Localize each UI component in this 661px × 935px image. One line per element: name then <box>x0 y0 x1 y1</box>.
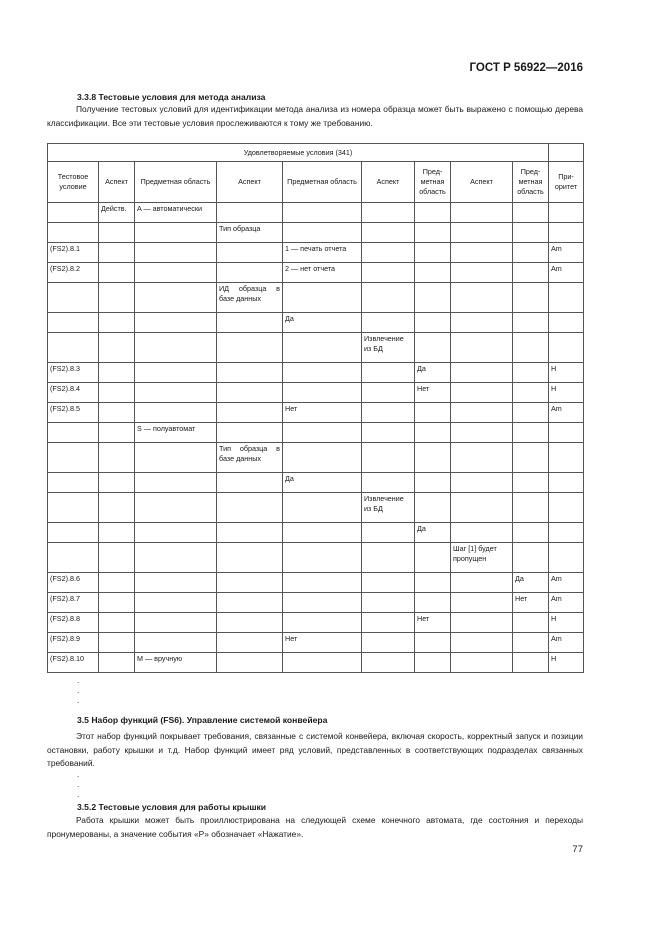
table-cell <box>135 523 217 543</box>
table-cell: Да <box>513 573 549 593</box>
table-cell <box>415 203 451 223</box>
section-3-5-2-text: Работа крышки может быть проиллюстрирована на следующей схеме конечного автомата, где состояния и переходы пронумерованы, а значение события «P» обозначает «Нажатие». <box>47 815 583 839</box>
table-cell: (FS2).8.2 <box>48 263 99 283</box>
table-row <box>48 363 584 383</box>
table-cell <box>451 333 513 363</box>
table-cell <box>135 223 217 243</box>
table-cell <box>415 223 451 243</box>
table-cell <box>513 243 549 263</box>
table-cell <box>99 653 135 673</box>
table-cell <box>99 403 135 423</box>
table-cell: Тип образца <box>217 223 283 243</box>
table-cell <box>48 313 99 333</box>
table-cell: (FS2).8.1 <box>48 243 99 263</box>
table-cell <box>217 313 283 333</box>
column-header: Тестовое условие <box>48 162 99 203</box>
table-cell <box>135 363 217 383</box>
table-cell <box>217 633 283 653</box>
table-column-headers <box>48 162 584 203</box>
table-cell <box>513 443 549 473</box>
table-cell <box>362 443 415 473</box>
table-cell <box>549 543 584 573</box>
table-cell <box>135 313 217 333</box>
table-cell: (FS2).8.10 <box>48 653 99 673</box>
table-cell <box>48 423 99 443</box>
table-body <box>48 203 584 673</box>
table-cell: Am <box>549 573 584 593</box>
table-cell <box>451 493 513 523</box>
table-cell: (FS2).8.4 <box>48 383 99 403</box>
table-cell <box>415 283 451 313</box>
table-cell <box>217 493 283 523</box>
table-cell <box>217 613 283 633</box>
ellipsis-dot: . <box>77 770 80 779</box>
table-cell <box>217 543 283 573</box>
table-cell <box>362 543 415 573</box>
table-cell <box>362 263 415 283</box>
table-cell: Am <box>549 263 584 283</box>
table-cell: (FS2).8.3 <box>48 363 99 383</box>
table-cell <box>135 333 217 363</box>
table-cell <box>283 653 362 673</box>
column-header: Аспект <box>362 162 415 203</box>
table-cell <box>362 573 415 593</box>
table-row <box>48 593 584 613</box>
table-cell <box>135 543 217 573</box>
table-cell <box>451 403 513 423</box>
table-cell <box>48 493 99 523</box>
table-cell: 1 — печать отчета <box>283 243 362 263</box>
table-cell: (FS2).8.9 <box>48 633 99 653</box>
table-row <box>48 633 584 653</box>
table-cell <box>549 473 584 493</box>
table-row <box>48 523 584 543</box>
ellipsis-block-2 <box>77 770 79 800</box>
table-cell <box>513 363 549 383</box>
table-cell <box>362 423 415 443</box>
section-3-3-8-title: 3.3.8 Тестовые условия для метода анализа <box>77 92 266 102</box>
ellipsis-dot: . <box>77 790 80 799</box>
table-cell: Am <box>549 633 584 653</box>
table-cell <box>451 593 513 613</box>
table-cell <box>362 203 415 223</box>
table-cell: Нет <box>415 383 451 403</box>
table-cell <box>99 313 135 333</box>
table-cell <box>513 403 549 423</box>
table-cell <box>549 333 584 363</box>
table-cell <box>217 263 283 283</box>
column-header: Приоритет <box>549 162 584 203</box>
table-cell <box>99 263 135 283</box>
table-cell <box>549 203 584 223</box>
table-cell <box>362 363 415 383</box>
table-cell: Да <box>415 523 451 543</box>
column-header: Предметная область <box>283 162 362 203</box>
table-cell <box>217 383 283 403</box>
table-cell <box>135 493 217 523</box>
table-cell <box>451 243 513 263</box>
table-cell <box>48 203 99 223</box>
table-cell <box>513 633 549 653</box>
table-cell <box>217 403 283 423</box>
table-cell <box>135 633 217 653</box>
table-cell <box>283 493 362 523</box>
table-row <box>48 613 584 633</box>
section-3-5-2-title: 3.5.2 Тестовые условия для работы крышки <box>77 802 267 812</box>
table-cell: Да <box>415 363 451 383</box>
table-cell <box>48 523 99 543</box>
table-cell <box>513 283 549 313</box>
column-header: Предметная область <box>513 162 549 203</box>
table-cell: Нет <box>283 403 362 423</box>
section-3-3-8-paragraph <box>47 103 583 130</box>
table-cell <box>283 573 362 593</box>
table-cell <box>135 443 217 473</box>
table-cell <box>48 223 99 243</box>
table-cell <box>217 363 283 383</box>
column-header: Аспект <box>99 162 135 203</box>
table-cell <box>415 333 451 363</box>
table-cell <box>362 283 415 313</box>
table-cell <box>415 633 451 653</box>
table-cell <box>283 593 362 613</box>
table-cell: H <box>549 363 584 383</box>
table-cell <box>415 243 451 263</box>
ellipsis-dot: . <box>77 676 80 685</box>
table-cell <box>513 423 549 443</box>
table-cell <box>283 363 362 383</box>
table-cell: (FS2).8.5 <box>48 403 99 423</box>
table-row <box>48 573 584 593</box>
table-cell <box>135 403 217 423</box>
table-cell <box>362 383 415 403</box>
table-cell <box>283 543 362 573</box>
table-cell <box>217 333 283 363</box>
table-cell <box>283 523 362 543</box>
table-cell <box>451 423 513 443</box>
table-cell <box>362 473 415 493</box>
table-cell <box>48 543 99 573</box>
table-cell <box>549 523 584 543</box>
table-cell: Нет <box>513 593 549 613</box>
table-cell: Да <box>283 473 362 493</box>
table-cell <box>217 423 283 443</box>
table-cell <box>415 263 451 283</box>
test-conditions-table <box>47 143 584 673</box>
table-cell <box>415 423 451 443</box>
table-cell <box>451 223 513 243</box>
section-3-5-text: Этот набор функций покрывает требования, связанные с системой конвейера, включая скорость, корректный запуск и позиции остановки, работу крышки и т.д. Набор функций имеет ряд условий, представленных в соответствующих подразделах связанных требований. <box>47 731 583 768</box>
ellipsis-dot: . <box>77 696 80 705</box>
ellipsis-dot: . <box>77 780 80 789</box>
table-cell <box>135 243 217 263</box>
table-cell <box>513 473 549 493</box>
table-cell: Am <box>549 593 584 613</box>
table-row <box>48 263 584 283</box>
table-cell: Тип образца в базе данных <box>217 443 283 473</box>
table-row <box>48 333 584 363</box>
table-cell: Извлечение из БД <box>362 333 415 363</box>
table-cell <box>283 443 362 473</box>
table-cell <box>513 653 549 673</box>
table-cell <box>451 363 513 383</box>
table-cell <box>99 283 135 313</box>
table-cell <box>135 593 217 613</box>
table-cell <box>283 613 362 633</box>
table-cell: A — автоматически <box>135 203 217 223</box>
table-cell <box>217 203 283 223</box>
table-row <box>48 403 584 423</box>
table-cell <box>513 523 549 543</box>
table-cell <box>135 573 217 593</box>
table-cell: S — полуавтомат <box>135 423 217 443</box>
section-3-5-title: 3.5 Набор функций (FS6). Управление системой конвейера <box>77 715 328 725</box>
table-cell <box>135 613 217 633</box>
table-cell <box>99 523 135 543</box>
table-cell <box>99 383 135 403</box>
table-cell <box>451 573 513 593</box>
table-cell <box>415 653 451 673</box>
table-cell <box>99 473 135 493</box>
table-cell: (FS2).8.7 <box>48 593 99 613</box>
table-cell <box>135 283 217 313</box>
table-cell <box>451 263 513 283</box>
table-cell <box>362 613 415 633</box>
table-cell <box>362 523 415 543</box>
column-header: Предметная область <box>415 162 451 203</box>
table-cell <box>513 263 549 283</box>
document-standard-header: ГОСТ Р 56922—2016 <box>469 62 583 74</box>
table-cell: Извлечение из БД <box>362 493 415 523</box>
table-cell <box>513 383 549 403</box>
ellipsis-block-1 <box>77 676 79 706</box>
table-cell <box>135 383 217 403</box>
table-cell <box>415 493 451 523</box>
table-row <box>48 203 584 223</box>
table-cell: Нет <box>415 613 451 633</box>
table-row <box>48 493 584 523</box>
table-cell <box>451 633 513 653</box>
table-cell: M — вручную <box>135 653 217 673</box>
table-cell <box>283 283 362 313</box>
table-cell <box>451 383 513 403</box>
column-header: Аспект <box>217 162 283 203</box>
table-cell <box>513 333 549 363</box>
table-cell <box>48 473 99 493</box>
table-cell <box>415 473 451 493</box>
table-cell <box>99 223 135 243</box>
table-cell <box>135 263 217 283</box>
table-cell <box>362 223 415 243</box>
table-row <box>48 423 584 443</box>
table-cell: 2 — нет отчета <box>283 263 362 283</box>
table-cell <box>513 313 549 333</box>
table-cell <box>549 493 584 523</box>
table-cell <box>451 443 513 473</box>
table-cell <box>549 443 584 473</box>
table-corner-cell <box>549 144 584 162</box>
table-cell <box>217 573 283 593</box>
table-cell <box>415 573 451 593</box>
table-cell: Да <box>283 313 362 333</box>
table-cell <box>451 523 513 543</box>
table-cell <box>549 313 584 333</box>
table-cell <box>549 223 584 243</box>
table-cell <box>362 243 415 263</box>
table-row <box>48 313 584 333</box>
table-cell <box>283 203 362 223</box>
table-cell <box>362 633 415 653</box>
table-cell <box>415 443 451 473</box>
table-cell <box>99 593 135 613</box>
section-3-5-paragraph <box>47 730 583 771</box>
table-cell <box>99 333 135 363</box>
table-cell <box>451 283 513 313</box>
table-cell <box>451 613 513 633</box>
table-cell <box>513 203 549 223</box>
table-cell <box>99 633 135 653</box>
table-cell: Нет <box>283 633 362 653</box>
table-cell <box>415 593 451 613</box>
table-cell <box>415 313 451 333</box>
table-cell <box>135 473 217 493</box>
table-cell <box>362 653 415 673</box>
table-row <box>48 543 584 573</box>
table-group-header: Удовлетворяемые условия (341) <box>48 144 549 162</box>
table-cell <box>48 443 99 473</box>
table-cell <box>513 493 549 523</box>
table-cell <box>99 363 135 383</box>
table-cell <box>513 543 549 573</box>
table-cell <box>451 473 513 493</box>
table-cell <box>415 403 451 423</box>
table-cell <box>48 333 99 363</box>
table-cell <box>99 443 135 473</box>
table-cell: H <box>549 383 584 403</box>
page-number: 77 <box>572 844 583 855</box>
table-cell <box>217 593 283 613</box>
table-row <box>48 243 584 263</box>
table-cell <box>451 653 513 673</box>
table-row <box>48 443 584 473</box>
table-cell <box>362 313 415 333</box>
column-header: Предметная область <box>135 162 217 203</box>
table-cell <box>283 333 362 363</box>
table-cell <box>217 243 283 263</box>
table-cell <box>283 383 362 403</box>
table-cell <box>362 403 415 423</box>
table-cell <box>217 473 283 493</box>
section-3-3-8-text: Получение тестовых условий для идентификации метода анализа из номера образца может быть выражено с помощью дерева классификации. Все эти тестовые условия прослеживаются к тому же требованию. <box>47 104 583 128</box>
column-header: Аспект <box>451 162 513 203</box>
table-row <box>48 223 584 243</box>
table-cell <box>283 423 362 443</box>
table-cell: H <box>549 653 584 673</box>
table-cell <box>217 653 283 673</box>
table-cell <box>283 223 362 243</box>
table-row <box>48 283 584 313</box>
table-cell <box>513 613 549 633</box>
table-cell <box>99 493 135 523</box>
table-cell: Действ. <box>99 203 135 223</box>
table-cell <box>415 543 451 573</box>
table-row <box>48 653 584 673</box>
table-cell: Шаг [1] будет пропущен <box>451 543 513 573</box>
table-row <box>48 383 584 403</box>
table-cell: H <box>549 613 584 633</box>
table-cell: ИД образца в базе данных <box>217 283 283 313</box>
table-cell <box>549 283 584 313</box>
table-row <box>48 473 584 493</box>
table-cell <box>48 283 99 313</box>
table-cell <box>99 613 135 633</box>
table-cell <box>99 423 135 443</box>
ellipsis-dot: . <box>77 686 80 695</box>
table-cell <box>217 523 283 543</box>
table-cell <box>362 593 415 613</box>
table-cell <box>99 543 135 573</box>
table-cell: (FS2).8.6 <box>48 573 99 593</box>
table-cell: Am <box>549 403 584 423</box>
table-cell <box>451 203 513 223</box>
section-3-5-2-paragraph <box>47 814 583 841</box>
table-cell <box>549 423 584 443</box>
table-cell <box>99 573 135 593</box>
table-cell <box>99 243 135 263</box>
table-cell <box>513 223 549 243</box>
table-cell: (FS2).8.8 <box>48 613 99 633</box>
table-cell <box>451 313 513 333</box>
table-cell: Am <box>549 243 584 263</box>
